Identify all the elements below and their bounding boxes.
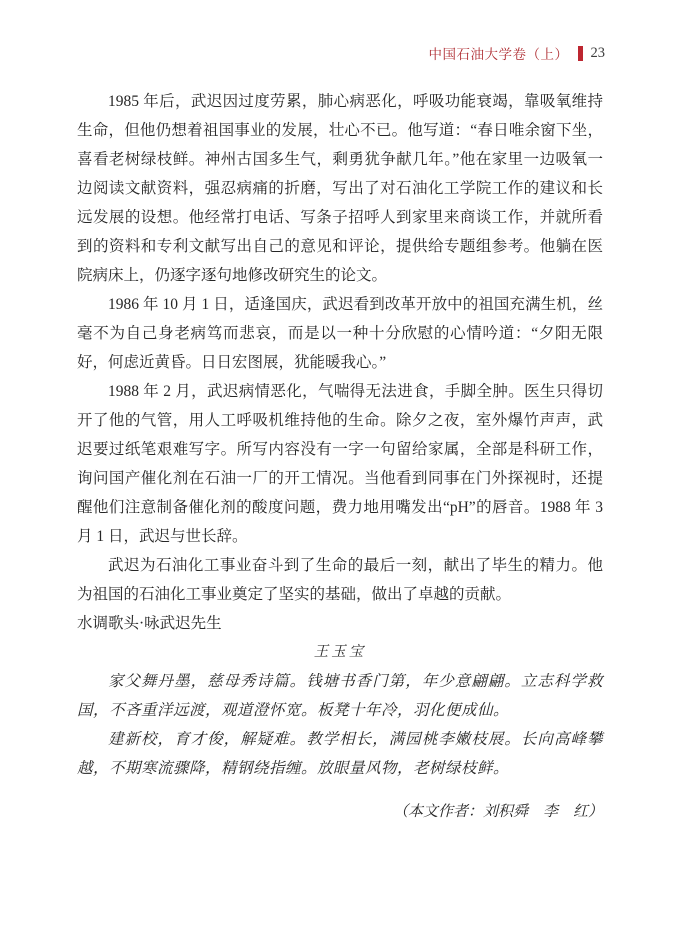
poem-title: 水调歌头·咏武迟先生 [77,615,222,632]
page-header [0,0,680,62]
paragraph-2: 1986 年 10 月 1 日，适逢国庆，武迟看到改革开放中的祖国充满生机，丝毫不为自己身老病笃而悲哀，而是以一种十分欣慰的心情吟道：“夕阳无限好，何虑近黄昏。日日宏图展，犹能暖我心。” [77,296,603,371]
header-divider-bar [578,46,583,61]
poem-stanza-2: 建新校，育才俊，解疑难。教学相长，满园桃李嫩枝展。长向高峰攀越，不期寒流骤降，精钢绕指缠。放眼量风物，老树绿枝鲜。 [77,731,603,777]
author-credit: （本文作者：刘积舜 李 红） [392,804,603,820]
article-body [77,87,603,827]
paragraph-4: 武迟为石油化工事业奋斗到了生命的最后一刻，献出了毕生的精力。他为祖国的石油化工事业奠定了坚实的基础，做出了卓越的贡献。 [77,557,603,603]
page-number: 23 [590,44,605,61]
paragraph-1: 1985 年后，武迟因过度劳累，肺心病恶化，呼吸功能衰竭，靠吸氧维持生命，但他仍想着祖国事业的发展，壮心不已。他写道：“春日唯余窗下坐，喜看老树绿枝鲜。神州古国多生气，剩勇犹争献几年。”他在家里一边吸氧一边阅读文献资料，强忍病痛的折磨，写出了对石油化工学院工作的建议和长远发展的设想。他经常打电话、写条子招呼人到家里来商谈工作，并就所看到的资料和专利文献写出自己的意见和评论，提供给专题组参考。他躺在医院病床上，仍逐字逐句地修改研究生的论文。 [77,93,603,284]
book-title: 中国石油大学卷（上） [428,47,569,62]
paragraph-3: 1988 年 2 月，武迟病情恶化，气喘得无法进食，手脚全肿。医生只得切开了他的气管，用人工呼吸机维持他的生命。除夕之夜，室外爆竹声声，武迟要过纸笔艰难写字。所写内容没有一字一句留给家属，全部是科研工作，询问国产催化剂在石油一厂的开工情况。当他看到同事在门外探视时，还提醒他们注意制备催化剂的酸度问题，费力地用嘴发出“pH”的唇音。1988 年 3 月 1 日，武迟与世长辞。 [77,383,603,545]
poem-author: 王玉宝 [313,644,367,660]
poem-stanza-1: 家父舞丹墨，慈母秀诗篇。钱塘书香门第，年少意翩翩。立志科学救国，不吝重洋远渡，观道澄怀宽。板凳十年冷，羽化便成仙。 [77,673,603,719]
